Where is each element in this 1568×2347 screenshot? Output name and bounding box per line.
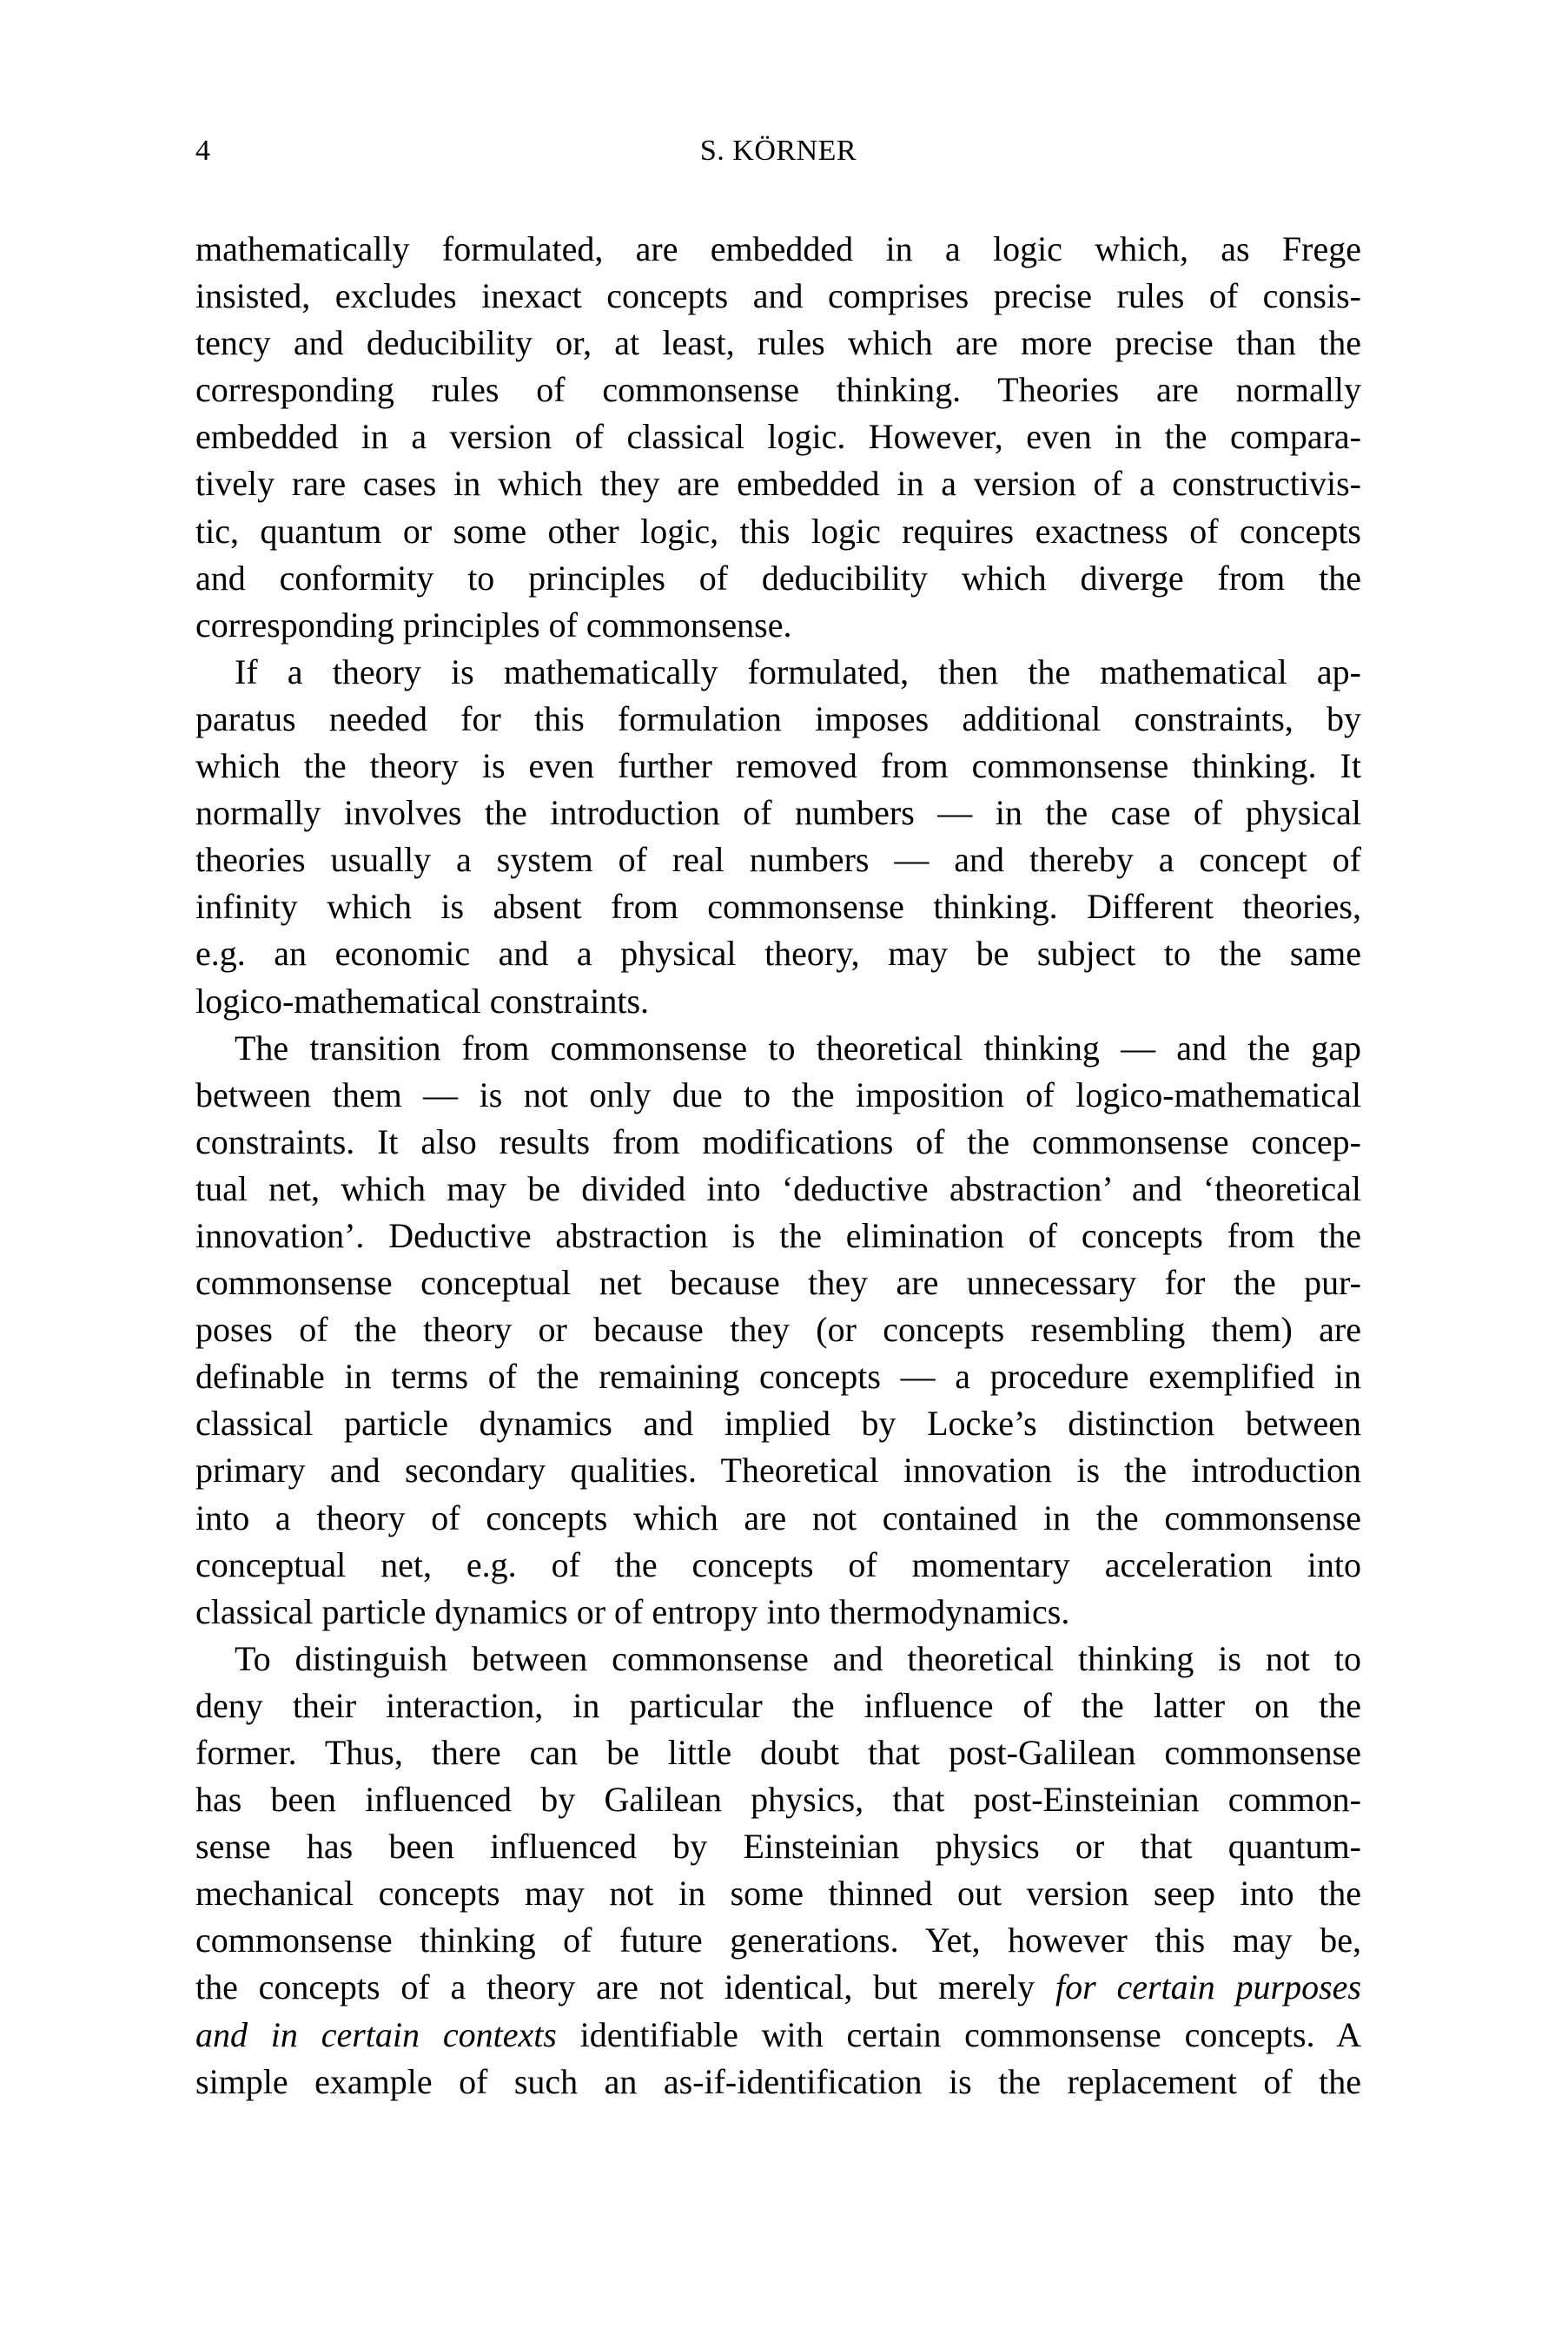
text-line [195,696,1361,743]
text-segment: tively rare cases in which they are embedded in a version of a constructivis- [195,464,1361,504]
text-line [195,1166,1361,1213]
text-line [195,1259,1361,1306]
text-line [195,273,1361,320]
text-segment: corresponding rules of commonsense thinking. Theories are normally [195,370,1361,410]
text-line [195,1119,1361,1166]
text-segment: tency and deducibility or, at least, rules which are more precise than the [195,323,1361,363]
text-segment: classical particle dynamics and implied by Locke’s distinction between [195,1404,1361,1444]
text-line [195,320,1361,367]
text-segment: into a theory of concepts which are not contained in the commonsense [195,1497,1361,1537]
text-segment: theories usually a system of real numbers — and thereby a concept of [195,840,1361,880]
text-line [195,978,1361,1025]
text-line [195,555,1361,602]
text-segment: tic, quantum or some other logic, this logic requires exactness of concepts [195,511,1361,551]
text-segment: constraints. It also results from modifications of the commonsense concep- [195,1121,1361,1161]
text-segment: identifiable with certain commonsense concepts. A [556,2014,1361,2054]
text-segment: insisted, excludes inexact concepts and comprises precise rules of consis- [195,276,1361,316]
text-segment: and conformity to principles of deducibility which diverge from the [195,558,1361,598]
text-line [195,883,1361,930]
text-segment: primary and secondary qualities. Theoretical innovation is the introduction [195,1451,1361,1491]
text-segment: sense has been influenced by Einsteinian physics or that quantum- [195,1827,1361,1867]
text-segment: commonsense conceptual net because they are unnecessary for the pur- [195,1263,1361,1303]
text-segment: the concepts of a theory are not identical, but merely [195,1967,1055,2007]
text-line [195,790,1361,836]
text-segment: mechanical concepts may not in some thinned out version seep into the [195,1874,1361,1914]
text-segment: mathematically formulated, are embedded in a logic which, as Frege [195,229,1361,268]
text-segment: corresponding principles of commonsense. [195,605,792,645]
text-line [195,1542,1361,1589]
paragraph-first-line [195,1636,1361,1683]
text-segment: commonsense thinking of future generations. Yet, however this may be, [195,1921,1361,1960]
body-text [195,226,1361,2106]
text-segment: tual net, which may be divided into ‘deductive abstraction’ and ‘theoretical [195,1168,1361,1208]
text-line [195,1683,1361,1729]
text-line [195,1072,1361,1119]
text-line [195,1776,1361,1823]
text-segment: embedded in a version of classical logic. However, even in the compara- [195,417,1361,457]
text-line [195,743,1361,790]
text-segment: simple example of such an as-if-identification is the replacement of the [195,2061,1361,2101]
text-line [195,460,1361,507]
text-line [195,226,1361,273]
text-segment: former. Thus, there can be little doubt that post-Galilean commonsense [195,1733,1361,1772]
text-segment: To distinguish between commonsense and theoretical thinking is not to [235,1638,1361,1678]
text-segment: has been influenced by Galilean physics, that post-Einsteinian common- [195,1780,1361,1820]
text-line [195,2059,1361,2106]
text-line [195,1917,1361,1964]
running-head [195,132,1361,170]
text-segment: If a theory is mathematically formulated, then the mathematical ap- [235,651,1361,691]
paragraph-first-line [195,1025,1361,1072]
text-line [195,508,1361,555]
text-line [195,1589,1361,1636]
text-segment: infinity which is absent from commonsense thinking. Different theories, [195,887,1361,927]
page-number: 4 [195,135,210,167]
text-segment: innovation’. Deductive abstraction is the elimination of concepts from the [195,1215,1361,1255]
text-line [195,367,1361,413]
text-segment: poses of the theory or because they (or concepts resembling them) are [195,1310,1361,1350]
text-line [195,1447,1361,1494]
text-line [195,1823,1361,1870]
text-segment: conceptual net, e.g. of the concepts of momentary acceleration into [195,1544,1361,1584]
text-line [195,930,1361,977]
text-line [195,1964,1361,2011]
text-segment: paratus needed for this formulation imposes additional constraints, by [195,698,1361,738]
text-line [195,1213,1361,1259]
text-segment: classical particle dynamics or of entropy into thermodynamics. [195,1591,1070,1631]
italic-emphasis: and in certain contexts [195,2014,557,2054]
text-line [195,602,1361,649]
text-line [195,1353,1361,1400]
text-line [195,836,1361,883]
text-line [195,1306,1361,1353]
text-line [195,1495,1361,1542]
text-line [195,2012,1361,2059]
text-segment: which the theory is even further removed from commonsense thinking. It [195,746,1361,786]
paragraph-first-line [195,649,1361,696]
running-title: S. KÖRNER [699,135,857,167]
text-segment: e.g. an economic and a physical theory, may be subject to the same [195,934,1361,974]
text-segment: definable in terms of the remaining concepts — a procedure exemplified in [195,1357,1361,1397]
text-line [195,1870,1361,1917]
text-segment: between them — is not only due to the imposition of logico-mathematical [195,1074,1361,1114]
italic-emphasis: for certain purposes [1055,1967,1361,2007]
text-segment: deny their interaction, in particular the influence of the latter on the [195,1685,1361,1725]
text-line [195,413,1361,460]
text-line [195,1400,1361,1447]
text-line [195,1729,1361,1776]
text-segment: The transition from commonsense to theoretical thinking — and the gap [235,1028,1361,1068]
text-segment: logico-mathematical constraints. [195,981,650,1021]
text-segment: normally involves the introduction of numbers — in the case of physical [195,793,1361,833]
